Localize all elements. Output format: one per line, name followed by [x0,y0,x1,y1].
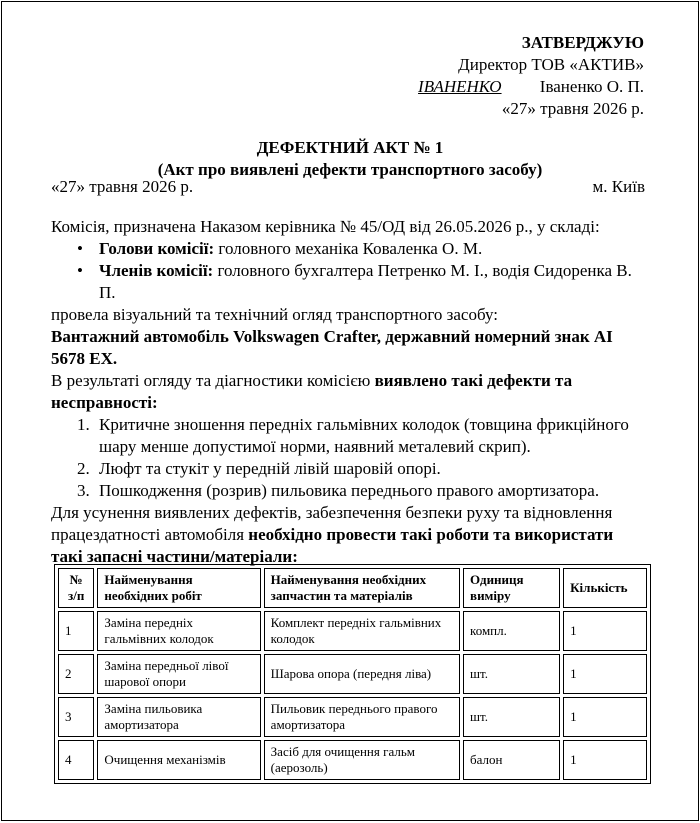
approval-position: Директор ТОВ «АКТИВ» [458,55,644,74]
defect-text: Пошкодження (розрив) пильовика переднього правого амортизатора. [99,481,600,500]
defects-list [51,414,648,502]
cell-number: 4 [58,740,94,780]
document-subtitle: (Акт про виявлені дефекти транспортного засобу) [157,160,543,179]
cell-part: Комплект передніх гальмівних колодок [264,611,460,651]
result-prefix: В результаті огляду та діагностики комісією [51,371,375,390]
approval-block [372,32,644,120]
works-table [54,564,651,784]
cell-quantity: 1 [563,740,647,780]
remedy-text [51,502,648,568]
act-date: «27» травня 2026 р. [51,177,194,196]
list-item [77,480,648,502]
cell-unit: компл. [463,611,560,651]
cell-number: 2 [58,654,94,694]
defect-number: 1. [77,415,90,434]
cell-number: 3 [58,697,94,737]
document-page [1,1,699,821]
table-row [58,654,647,694]
cell-work: Заміна передніх гальмівних колодок [97,611,260,651]
cell-part: Пильовик переднього правого амортизатора [264,697,460,737]
cell-quantity: 1 [563,697,647,737]
list-item [99,238,648,260]
member-text: головного бухгалтера Петренко М. І., водія Сидоренка В. П. [99,261,632,302]
header-unit: Одиниця виміру [463,568,560,608]
act-body [51,216,648,568]
cell-work: Очищення механізмів [97,740,260,780]
cell-work: Заміна пильовика амортизатора [97,697,260,737]
defect-number: 3. [77,481,90,500]
defect-number: 2. [77,459,90,478]
cell-unit: балон [463,740,560,780]
header-works: Найменування необхідних робіт [97,568,260,608]
member-label: Голови комісії: [99,239,215,258]
approval-heading: ЗАТВЕРДЖУЮ [521,33,644,52]
date-place-row [51,177,645,197]
cell-part: Засіб для очищення гальм (аерозоль) [264,740,460,780]
table-header-row [58,568,647,608]
signature-text: ІВАНЕНКО [418,77,502,96]
result-bold: виявлено такі дефекти та несправності: [51,371,573,412]
cell-unit: шт. [463,654,560,694]
cell-quantity: 1 [563,654,647,694]
approval-date: «27» травня 2026 р. [501,99,644,118]
members-list [51,238,648,304]
inspection-text: провела візуальний та технічний огляд транспортного засобу: [51,305,498,324]
act-city: м. Київ [592,177,645,196]
cell-part: Шарова опора (передня ліва) [264,654,460,694]
header-number: № з/п [58,568,94,608]
list-item [77,414,648,458]
table-row [58,611,647,651]
cell-unit: шт. [463,697,560,737]
table-row [58,740,647,780]
defect-text: Люфт та стукіт у передній лівій шаровій опорі. [99,459,441,478]
list-item [77,458,648,480]
member-label: Членів комісії: [99,261,214,280]
table-row [58,697,647,737]
defect-text: Критичне зношення передніх гальмівних колодок (товщина фрикційного шару менше допустимої норми, наявний металевий скрип). [99,415,629,456]
remedy-prefix: Для усунення виявлених дефектів, забезпечення безпеки руху та відновлення працездатності автомобіля [51,503,613,544]
vehicle-text [51,326,648,370]
header-quantity: Кількість [563,568,647,608]
document-title: ДЕФЕКТНИЙ АКТ № 1 [256,138,444,157]
result-text [51,370,648,414]
vehicle-bold: Вантажний автомобіль Volkswagen Crafter, державний номерний знак АІ 5678 ЕХ. [51,327,613,368]
cell-work: Заміна передньої лівої шарової опори [97,654,260,694]
cell-number: 1 [58,611,94,651]
signature [372,77,536,96]
list-item [99,260,648,304]
remedy-bold: необхідно провести такі роботи та використати такі запасні частини/матеріали: [51,525,614,566]
header-parts: Найменування необхідних запчастин та матеріалів [264,568,460,608]
title-block [2,137,698,181]
member-text: головного механіка Коваленка О. М. [214,239,483,258]
intro-text: Комісія, призначена Наказом керівника № 45/ОД від 26.05.2026 р., у складі: [51,217,600,236]
cell-quantity: 1 [563,611,647,651]
approval-signature-line [372,76,644,98]
approval-name: Іваненко О. П. [539,77,644,96]
